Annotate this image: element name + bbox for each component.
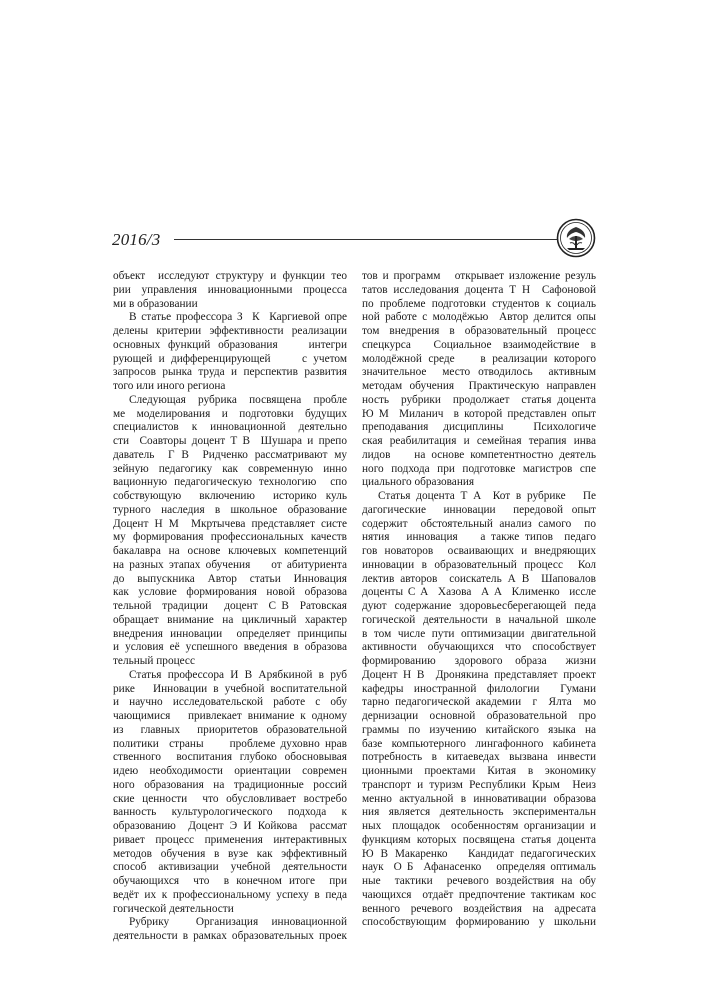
text-line: собствующую включению историко куль	[113, 490, 347, 502]
text-line: бакалавра на основе ключевых компетенций	[113, 545, 347, 557]
text-line: сти Соавторы доцент Т В Шушара и препо	[113, 435, 347, 447]
text-line: даватель Г В Ридченко рассматривают му	[113, 448, 347, 461]
text-line: по проблеме подготовки студентов к социаль	[362, 297, 596, 310]
text-line: Рубрику Организация инновационной	[129, 916, 347, 929]
text-line: Ю В Макаренко Кандидат педагогических	[362, 847, 596, 860]
issue-number: 2016/3	[112, 230, 161, 249]
text-line: значительное место отводилось активным	[362, 366, 596, 379]
text-line: рике Инновации в учебной воспитательной	[113, 682, 347, 695]
text-line: как условие формирования новой образова	[113, 586, 347, 599]
text-line: тов и программ открывает изложение резуль	[362, 270, 596, 282]
text-line: объект исследуют структуру и функции тео	[113, 270, 347, 282]
text-line: идею необходимости ориентации современ	[113, 765, 347, 777]
text-line: методов обучения в вузе как эффективный	[113, 847, 347, 860]
text-line: граммы по изучению китайского языка на	[362, 723, 596, 736]
text-line: ственного воспитания глубоко обосновывая	[113, 751, 347, 764]
text-line: ния является деятельность экспериментальн	[362, 806, 596, 819]
text-column-right	[362, 270, 596, 930]
text-line: способ активизации учебной деятельности	[113, 861, 347, 874]
text-line: Доцент Н М Мкртычева представляет систе	[113, 517, 347, 530]
text-line: образованию Доцент Э И Койкова рассмат	[113, 820, 347, 832]
text-line: инновации в образовательный процесс Кол	[362, 558, 596, 571]
text-line: и научно исследовательской работе с обу	[113, 696, 347, 709]
text-line: Статья доцента Т А Кот в рубрике Пе	[378, 490, 596, 502]
text-line: потребность в китаеведах вызвана инвести	[362, 751, 596, 764]
text-line: транспорт и туризм Республики Крым Неиз	[362, 778, 596, 791]
header-rule	[174, 239, 559, 240]
text-line: деятельности в рамках образовательных проек	[113, 930, 347, 942]
text-line: чающимися привлекает внимание к одному	[113, 710, 347, 722]
text-line: ривает процесс применения интерактивных	[113, 833, 347, 846]
text-line: вационную педагогическую технологию спо	[113, 476, 347, 489]
text-line: молодёжной среде в реализации которого	[362, 352, 596, 365]
text-line: ного образования на традиционные россий	[113, 778, 347, 791]
text-line: рующей и дифференцирующей с учетом	[113, 352, 347, 365]
text-line: зейную педагогику как современную инно	[113, 462, 347, 475]
text-line: нятия инновация а также типов педаго	[362, 531, 596, 544]
text-line: до выпускника Автор статьи Инновация	[113, 572, 347, 585]
text-line: турного наследия в школьное образование	[113, 503, 347, 516]
text-line: циального образования	[362, 476, 475, 489]
text-line: на разных этапах обучения от абитуриента	[113, 558, 347, 571]
text-line: том внедрения в образовательный процесс	[362, 325, 596, 337]
text-line: Доцент Н В Дронякина представляет проект	[362, 668, 596, 681]
text-line: запросов рынка труда и перспектив развития	[113, 366, 347, 379]
text-line: ведёт их к профессиональному успеху в педа	[113, 888, 347, 901]
text-line: специалистов к инновационной деятельно	[113, 421, 347, 434]
text-line: функциям которых посвящена статья доцента	[362, 833, 596, 846]
text-line: тельной традиции доцент С В Ратовская	[113, 600, 347, 612]
text-line: способствующим формированию у школьни	[362, 916, 596, 929]
text-line: Ю М Миланич в которой представлен опыт	[362, 407, 596, 420]
text-line: менно актуальной в инновативации образова	[362, 792, 596, 805]
text-line: В статье профессора З К Каргиевой опре	[129, 311, 347, 324]
text-line: обучающихся что в конечном итоге при	[113, 875, 347, 887]
text-line: ной работе с молодёжью Автор делится опы	[362, 311, 596, 324]
text-line: Следующая рубрика посвящена пробле	[129, 393, 347, 406]
journal-emblem-icon	[556, 218, 596, 258]
text-line: ские ценности что обусловливает востребо	[113, 792, 347, 805]
text-line: формированию здорового образа жизни	[362, 655, 596, 667]
text-column-left	[113, 270, 347, 944]
text-line: методам обучения Практическую направлен	[362, 380, 596, 392]
text-line: тарно педагогической академии г Ялта мо	[362, 696, 596, 709]
text-line: гогической деятельности в начальной школе	[362, 613, 596, 626]
text-line: политики страны проблеме духовно нрав	[113, 737, 347, 750]
text-line: татов исследования доцента Т Н Сафоновой	[362, 283, 596, 296]
text-line: ные тактики речевого воздействия на обу	[362, 875, 596, 887]
text-line: лидов на основе компетентностно деятель	[362, 448, 596, 461]
text-line: наук О Б Афанасенко определяя оптималь	[362, 861, 596, 874]
text-line: ская реабилитация и семейная терапия инва	[362, 435, 596, 447]
text-line: содержит обстоятельный анализ самого по	[362, 517, 596, 530]
text-line: Статья профессора И В Арябкиной в руб	[129, 668, 347, 681]
text-line: основных функций образования интегри	[113, 338, 347, 351]
text-line: из главных приоритетов образовательной	[113, 723, 347, 736]
text-line: ного подхода при подготовке магистров спе	[362, 462, 596, 475]
text-line: активности обучающихся что способствует	[362, 641, 596, 654]
text-line: того или иного региона	[113, 380, 226, 392]
page-header	[112, 218, 598, 258]
text-line: внедрения инновации определяет принципы	[113, 627, 347, 640]
text-line: гогической деятельности	[113, 902, 234, 915]
text-line: доценты С А Хазова А А Клименко иссле	[362, 586, 596, 599]
text-line: тельный процесс	[113, 655, 195, 667]
text-line: обращает внимание на цикличный характер	[113, 613, 347, 626]
text-line: делены критерии эффективности реализации	[113, 325, 347, 337]
text-line: дернизации основной образовательной про	[362, 710, 596, 722]
text-line: ме моделирования и подготовки будущих	[113, 407, 347, 420]
text-line: преподавания дисциплины Психологиче	[362, 421, 596, 434]
text-line: чающихся отдаёт предпочтение тактикам кос	[362, 888, 596, 901]
text-line: кафедры иностранной филологии Гумани	[362, 682, 596, 695]
text-line: дуют содержание здоровьесберегающей педа	[362, 600, 596, 612]
text-line: в том числе пути оптимизации двигательной	[362, 627, 596, 640]
text-line: базе компьютерного лингафонного кабинета	[362, 737, 596, 750]
text-line: гов новаторов осваивающих и внедряющих	[362, 545, 596, 557]
text-line: спецкурса Социальное взаимодействие в	[362, 338, 596, 351]
text-line: ционными проектами Китая в экономику	[362, 765, 596, 777]
text-line: венного речевого воздействия на адресата	[362, 902, 596, 915]
text-line: рии управления инновационными процесса	[113, 283, 347, 296]
text-line: ми в образовании	[113, 297, 198, 310]
text-line: лектив авторов соискатель А В Шаповалов	[362, 572, 596, 585]
text-line: и условия её успешного введения в образова	[113, 641, 347, 654]
text-line: ность рубрики продолжает статья доцента	[362, 393, 596, 406]
text-line: му формирования профессиональных качеств	[113, 531, 347, 544]
text-line: ванность культурологического подхода к	[113, 806, 347, 819]
text-line: дагогические инновации передовой опыт	[362, 503, 596, 516]
text-line: ных площадок особенностям организации и	[362, 820, 596, 832]
